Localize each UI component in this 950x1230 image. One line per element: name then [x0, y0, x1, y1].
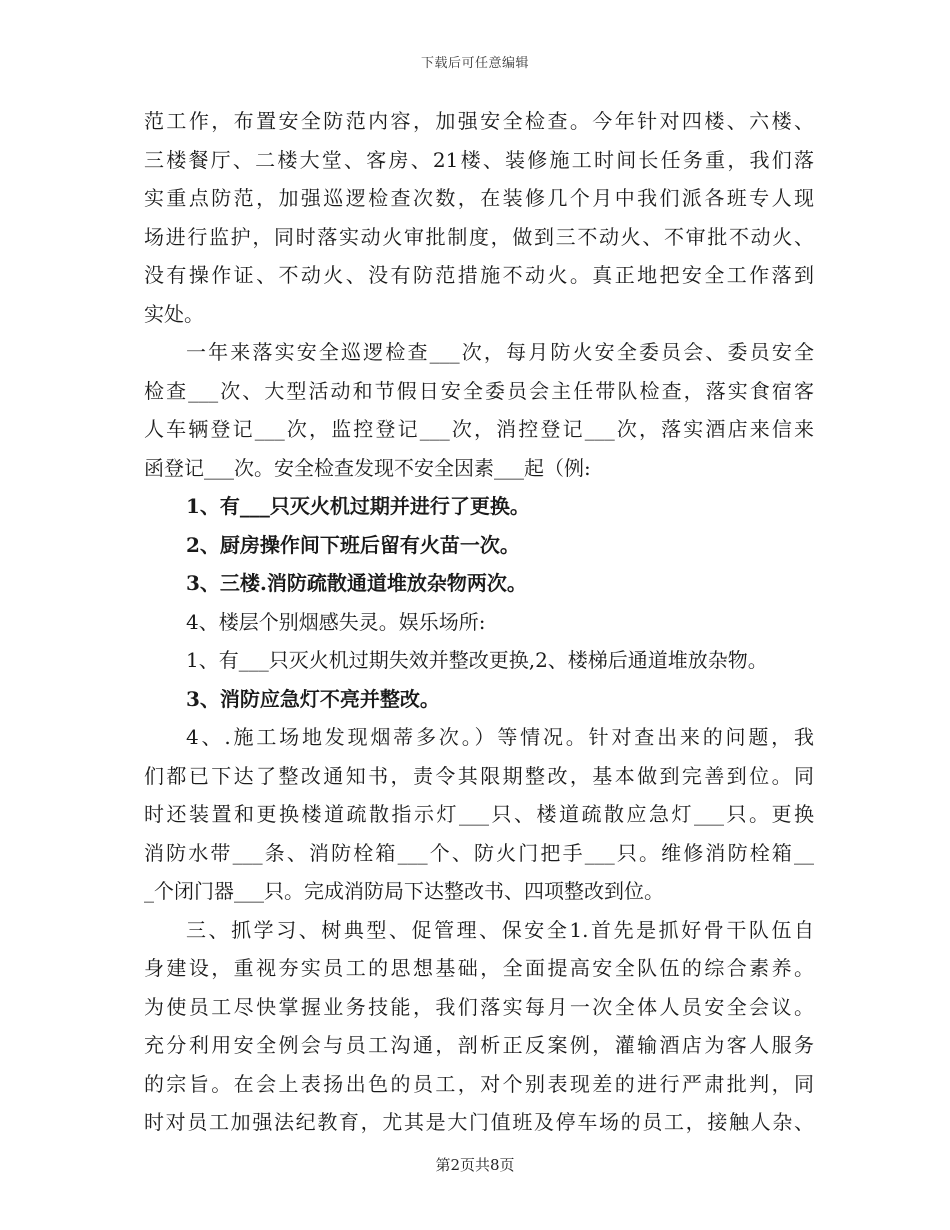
paragraph-line: 身建设，重视夯实员工的思想基础，全面提高安全队伍的综合素养。	[144, 956, 814, 980]
paragraph-line: 检查___次、大型活动和节假日安全委员会主任带队检查，落实食宿客	[144, 378, 814, 403]
paragraph-line: 4、.施工场地发现烟蒂多次。）等情况。针对查出来的问题，我	[186, 725, 814, 749]
paragraph-line: 消防水带___条、消防栓箱___个、防火门把手___只。维修消防栓箱__	[144, 840, 814, 865]
paragraph-line: 没有操作证、不动火、没有防范措施不动火。真正地把安全工作落到	[144, 263, 814, 287]
page-number: 第2页共8页	[435, 1156, 515, 1174]
paragraph-line: 时对员工加强法纪教育，尤其是大门值班及停车场的员工，接触人杂、	[144, 1110, 814, 1134]
paragraph-line: 们都已下达了整改通知书，责令其限期整改，基本做到完善到位。同	[144, 763, 814, 788]
document-body	[144, 102, 814, 1142]
list-item: 2、厨房操作间下班后留有火苗一次。	[186, 532, 520, 557]
page-header: 下载后可任意编辑	[420, 56, 529, 71]
paragraph-line: 场进行监护，同时落实动火审批制度，做到三不动火、不审批不动火、	[144, 224, 814, 249]
paragraph-line: 一年来落实安全巡逻检查___次，每月防火安全委员会、委员安全	[186, 340, 814, 364]
list-item: 3、三楼.消防疏散通道堆放杂物两次。	[186, 571, 527, 595]
paragraph-line: 实处。	[144, 301, 204, 326]
list-item: 4、楼层个别烟感失灵。娱乐场所:	[186, 609, 486, 634]
paragraph-line: 三、抓学习、树典型、促管理、保安全1.首先是抓好骨干队伍自	[186, 917, 814, 942]
paragraph-line: _个闭门器___只。完成消防局下达整改书、四项整改到位。	[144, 879, 664, 903]
list-item: 1、有___只灭火机过期失效并整改更换,2、楼梯后通道堆放杂物。	[186, 648, 768, 672]
paragraph-line: 为使员工尽快掌握业务技能，我们落实每月一次全体人员安全会议。	[144, 994, 814, 1019]
paragraph-line: 人车辆登记___次，监控登记___次，消控登记___次，落实酒店来信来	[144, 417, 814, 441]
list-item: 3、消防应急灯不亮并整改。	[186, 686, 440, 711]
paragraph-line: 函登记___次。安全检查发现不安全因素___起（例:	[144, 455, 591, 480]
list-item: 1、有___只灭火机过期并进行了更换。	[186, 494, 530, 518]
paragraph-line: 范工作，布置安全防范内容，加强安全检查。今年针对四楼、六楼、	[144, 109, 814, 133]
paragraph-line: 时还装置和更换楼道疏散指示灯___只、楼道疏散应急灯___只。更换	[144, 802, 814, 826]
paragraph-line: 三楼餐厅、二楼大堂、客房、21楼、装修施工时间长任务重，我们落	[144, 147, 814, 172]
paragraph-line: 实重点防范，加强巡逻检查次数，在装修几个月中我们派各班专人现	[144, 186, 814, 210]
paragraph-line: 充分利用安全例会与员工沟通，剖析正反案例，灌输酒店为客人服务	[144, 1033, 814, 1057]
paragraph-line: 的宗旨。在会上表扬出色的员工，对个别表现差的进行严肃批判，同	[144, 1071, 814, 1096]
